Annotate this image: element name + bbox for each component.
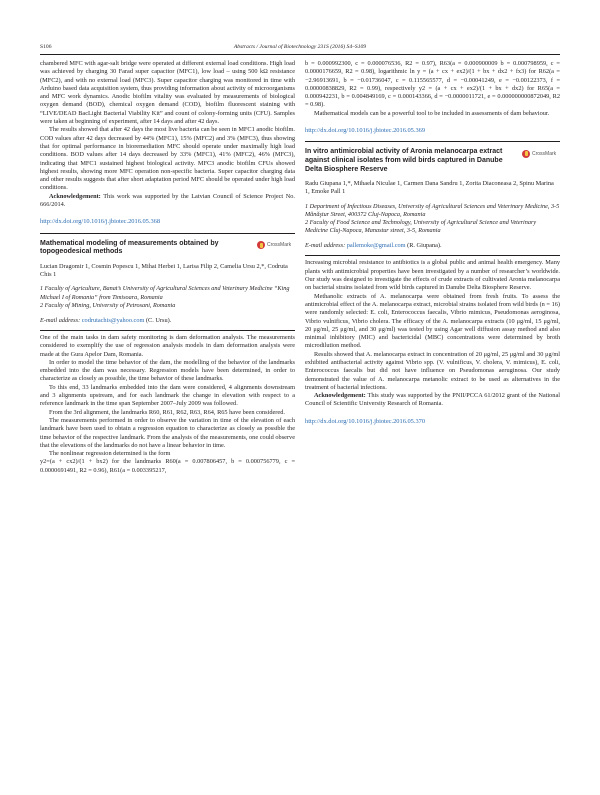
article-header — [305, 148, 560, 174]
affiliation-2: 2 Faculty of Food Science and Technology, University of Agricultural Science and Veterinary Medicine Cluj-Napoca, Manastur street, 3-5, Romania — [305, 218, 537, 235]
page-number: S106 — [40, 44, 52, 50]
body-paragraph: To this end, 33 landmarks embedded into the dam were considered, 4 alignments downstream and 3 alignments upstream, and for each landmark the change in elevation with respect to a reference landmark in the time span September 2007–July 2009 was followed. — [40, 383, 295, 408]
email-owner: (R. Giupana). — [405, 242, 442, 250]
affiliation-1: 1 Department of Infectious Diseases, University of Agricultural Sciences and Veterinary Medicine, 3-5 Mănăştur Street, 400372 Cluj-Napoca, Romania — [305, 202, 560, 218]
acknowledgement — [305, 392, 560, 409]
crossmark-icon — [257, 241, 265, 249]
crossmark-icon — [522, 150, 530, 158]
email-line — [40, 317, 295, 328]
email-label: E-mail address: — [305, 242, 346, 250]
body-paragraph: From the 3rd alignment, the landmarks R60, R61, R62, R63, R64, R65 have been considered. — [49, 408, 285, 416]
email-link[interactable]: pallemoke@gmail.com — [346, 242, 406, 250]
crossmark-badge[interactable] — [257, 241, 295, 250]
body-paragraph: Methanolic extracts of A. melanocarpa were obtained from fresh fruits. To assess the antimicrobial effect of the A. melanocarpa extract, microbial strains isolated from wild birds (n = 16) were randomly selected: E. coli, Enterococcus faecalis, Vibrio mimicus, Pseudomonas aeroginosa, Vibrio vulnificus, Vibrio cholera. The efficacy of the A. melanocarpa extracts (10 μg/ml, 15 μg/ml, 20 μg/ml, 25 μg/ml, and 30 μg/ml) was tested by using Agar well diffusion assay method and also minimal inhibitory (MIC) and bactericidal (MBC) concentrations were determined by broth microdilution method. — [305, 292, 560, 350]
email-link[interactable]: codrutachis@yahoo.com — [81, 316, 145, 324]
body-paragraph: In order to model the time behavior of the dam, the modelling of the behavior of the landmarks embedded into the dam was necessary. Regression models have been determined, in order to characterize as closely as possible, the time behavior of these landmarks. — [40, 358, 295, 383]
email-line — [305, 242, 560, 253]
running-header — [40, 44, 560, 54]
equation-paragraph: y2=(a + cx2)/(1 + bx2) for the landmarks R60(a = 0.007806457, b = 0.000756779, c = 0.0000691491, R2 = 0.96), R61(a = 0.003395217, — [40, 458, 295, 474]
results-paragraph: The results showed that after 42 days the most live bacteria can be seen in MFC1 anodic biofilm. COD values after 42 days decreased by 44% (MFC1), 15% (MFC2) and 3% (MFC3), thus showing that for optimal performance in bioremediation MFC should operate under maximally high load conditions. BOD values after 14 days decreased by 33% (MFC1), 41% (MFC2), 46% (MFC3), indicating that MFC1 sustained highest biological activity. MFC3 anodic biofilm CFUs showed highest results, showing more MFC operation non-specific bacteria. Super capacitor charging data and other results suggests that after short adaptation period MFC should be operated under high load conditions. — [40, 126, 295, 192]
crossmark-label: CrossMark — [267, 241, 292, 248]
thin-rule — [40, 330, 295, 331]
intro-paragraph: chambered MFC with agar-salt bridge were operated at different external load conditions. High load was achieved by charging 30 Farad super capacitor (MFC1), low load – using 500 kΩ resistance (MFC2), and with no external load (MFC3). Super capacitor charging was monitored in time with Arduino based data acquisition system, thus providing information about activity of microorganisms and MFC work dynamics. Anodic biofilm vitality was evaluated by measurements of biological oxygen demand (BOD), chemical oxygen demand (COD), biofilm fluorescent staining with “LIVE/DEAD BacLight Bacterial Viability Kit” and count of colony-forming units (CFU). Samples were taken at beginning of experiment, after 14 days and after 42 days. — [40, 60, 295, 126]
article-separator — [305, 141, 560, 142]
continued-paragraph: b = 0.000992300, c = 0.000076536, R2 = 0.97), R63(a = 0.000900009 b = 0.000798959, c = 0.0000176659, R2 = 0.98), logarithmic ln y = (a + cx + ex2)/(1 + bx + dx2 + fx3) for R62(a = −2.96913691, b = −0.01736047, c = 0.115565577, d = −0.00041249, e = −0.00122373, f = 0.00000838829, R2 = 0.99), respectively y2 = (a + cx + ex2)/(1 + bx + dx2) for R65(a = 0.000942231, b = 0.004849169, c = 0.000143366, d = −0.0000011721, e = 0.000000000872049, R2 = 0.98). — [305, 60, 560, 109]
affiliation-2: 2 Faculty of Mining, University of Petrosani, Romania — [40, 301, 176, 309]
left-column — [40, 60, 295, 475]
acknowledgement-label: Acknowledgement: — [314, 392, 366, 400]
doi-link-368[interactable]: http://dx.doi.org/10.1016/j.jbiotec.2016.05.368 — [40, 218, 161, 226]
thin-rule — [305, 255, 560, 256]
author-list: Radu Giupana 1,*, Mihaela Niculae 1, Carmen Dana Sandru 1, Zorita Diaconeasa 2, Spinu Marina 1, Emoke Pall 1 — [305, 180, 554, 196]
article-title: In vitro antimicrobial activity of Aronia melanocarpa extract against clinical isolates from wild birds captured in Danube Delta Biosphere Reserve — [305, 148, 503, 173]
right-column — [305, 60, 560, 432]
journal-citation: Abstracts / Journal of Biotechnology 231S (2016) S4–S109 — [233, 44, 367, 50]
article-title: Mathematical modeling of measurements obtained by topogeodesical methods — [40, 239, 219, 256]
article-header — [40, 240, 295, 257]
body-paragraph: One of the main tasks in dam safety monitoring is dam deformation analysis. The measurements considered to exemplify the use of regression analysis models in dam deformation analysis were made at the Gura Apelor Dam, Romania. — [40, 334, 295, 358]
body-paragraph: Results showed that A. melanocarpa extract in concentration of 20 μg/ml, 25 μg/ml and 30 μg/ml exhibited antibacterial activity against Vibrio spp. (V. vulnificus, V. cholera, V. mimicus), E. coli, Enterococcus faecalis but did not have influence on Pseudomonas aeruginosa. Our study demonstrated the value of A. melanocarpa metanolic extract to be used as alternatives in the treatment of bacterial infections. — [305, 350, 560, 391]
article-separator — [40, 233, 295, 234]
body-paragraph: Increasing microbial resistance to antibiotics is a global public and animal health emergency. Many plants with antimicrobial properties have been investigated by a number of researcher’s worldwide. Our study was designed to investigate the effects of crude extracts of cultivated Aronia melanocarpa on bacterial strains isolated from wild birds captured in Danube Delta Biosphere Reserve. — [305, 259, 560, 292]
header-rule — [40, 54, 560, 55]
acknowledgement-text: This work was supported by the Latvian Council of Science Project No. 666/2014. — [40, 192, 295, 209]
doi-link-369[interactable]: http://dx.doi.org/10.1016/j.jbiotec.2016.05.369 — [305, 127, 426, 135]
conclusion-paragraph: Mathematical models can be a powerful tool to be included in assessments of dam behaviour. — [314, 109, 550, 117]
body-paragraph: The measurements performed in order to observe the variation in time of the elevation of each landmark have been used to obtain a regression equation to characterize as closely as possible the time behavior of the respective landmark. From the analysis of the measurements, one could observe that the elevations of the landmarks do not have a linear behavior in time. — [40, 416, 295, 449]
acknowledgement-text: This study was supported by the PNII/PCCA 61/2012 grant of the National Council of Scientific University Research of Romania. — [305, 392, 560, 408]
doi-link-370[interactable]: http://dx.doi.org/10.1016/j.jbiotec.2016.05.370 — [305, 417, 426, 425]
acknowledgement — [40, 193, 295, 210]
author-list: Lucian Dragomir 1, Cosmin Popescu 1, Mihai Herbei 1, Larisa Filip 2, Camelia Ursu 2,*, Codruta Chis 1 — [40, 262, 288, 279]
crossmark-label: CrossMark — [532, 150, 557, 157]
body-paragraph: The nonlinear regression determined is the form — [49, 450, 171, 458]
acknowledgement-label: Acknowledgement: — [49, 192, 101, 200]
email-label: E-mail address: — [40, 316, 81, 324]
affiliation-1: 1 Faculty of Agriculture, Banat’s University of Agricultural Sciences and Veterinary Medicine “King Michael I of Romania” from Timisoara, Romania — [40, 285, 290, 301]
email-owner: (C. Ursu). — [144, 316, 172, 324]
crossmark-badge[interactable] — [522, 149, 560, 158]
